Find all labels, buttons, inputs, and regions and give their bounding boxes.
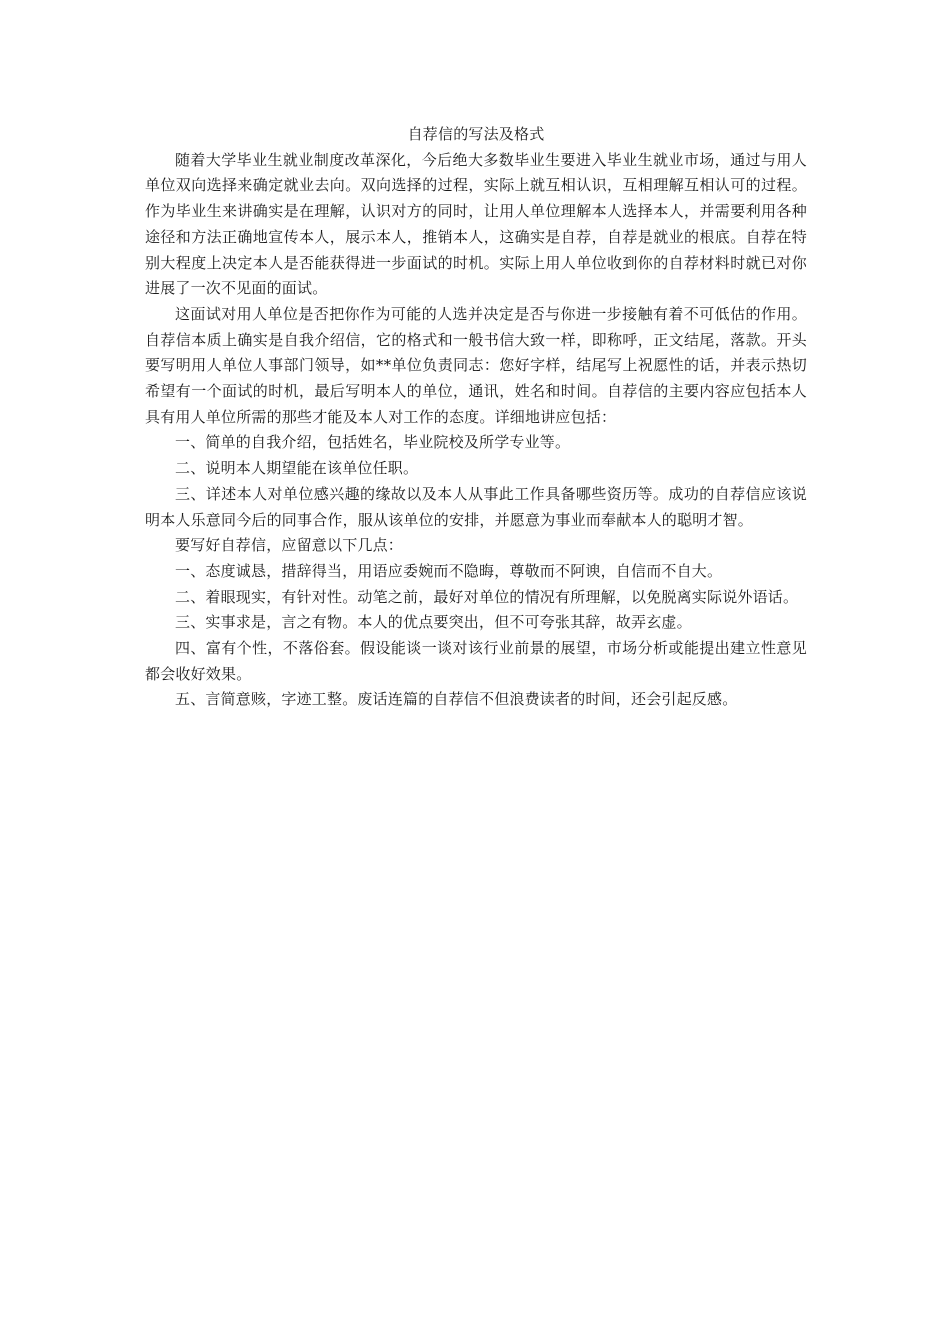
tips-heading: 要写好自荐信，应留意以下几点： xyxy=(175,536,404,555)
tip-item-4: 四、富有个性，不落俗套。假设能谈一谈对该行业前景的展望，市场分析或能提出建立性意见都会收好效果。 xyxy=(145,639,807,683)
document-body xyxy=(145,122,807,713)
tip-item-3: 三、实事求是，言之有物。本人的优点要突出，但不可夸张其辞，故弄玄虚。 xyxy=(175,613,692,632)
content-item-1: 一、简单的自我介绍，包括姓名，毕业院校及所学专业等。 xyxy=(175,433,571,452)
content-item-2: 二、说明本人期望能在该单位任职。 xyxy=(175,459,419,478)
paragraph-intro: 随着大学毕业生就业制度改革深化，今后绝大多数毕业生要进入毕业生就业市场，通过与用人单位双向选择来确定就业去向。双向选择的过程，实际上就互相认识，互相理解互相认可的过程。作为毕业生来讲确实是在理解，认识对方的同时，让用人单位理解本人选择本人，并需要利用各种途径和方法正确地宣传本人，展示本人，推销本人，这确实是自荐，自荐是就业的根底。自荐在特别大程度上决定本人是否能获得进一步面试的时机。实际上用人单位收到你的自荐材料时就已对你进展了一次不见面的面试。 xyxy=(145,150,807,298)
content-item-3: 三、详述本人对单位感兴趣的缘故以及本人从事此工作具备哪些资历等。成功的自荐信应该说明本人乐意同今后的同事合作，服从该单位的安排，并愿意为事业而奉献本人的聪明才智。 xyxy=(145,484,807,529)
tip-item-2: 二、着眼现实，有针对性。动笔之前，最好对单位的情况有所理解，以免脱离实际说外语话。 xyxy=(175,587,799,606)
document-title: 自荐信的写法及格式 xyxy=(407,125,545,143)
tip-item-5: 五、言简意赅，字迹工整。废话连篇的自荐信不但浪费读者的时间，还会引起反感。 xyxy=(175,690,738,709)
tip-item-1: 一、态度诚恳，措辞得当，用语应委婉而不隐晦，尊敬而不阿谀，自信而不自大。 xyxy=(175,561,723,580)
paragraph-format: 这面试对用人单位是否把你作为可能的人选并决定是否与你进一步接触有着不可低估的作用。自荐信本质上确实是自我介绍信，它的格式和一般书信大致一样，即称呼，正文结尾，落款。开头要写明用人单位人事部门领导，如**单位负责同志：您好字样，结尾写上祝愿性的话，并表示热切希望有一个面试的时机，最后写明本人的单位，通讯，姓名和时间。自荐信的主要内容应包括本人具有用人单位所需的那些才能及本人对工作的态度。详细地讲应包括： xyxy=(145,304,807,426)
